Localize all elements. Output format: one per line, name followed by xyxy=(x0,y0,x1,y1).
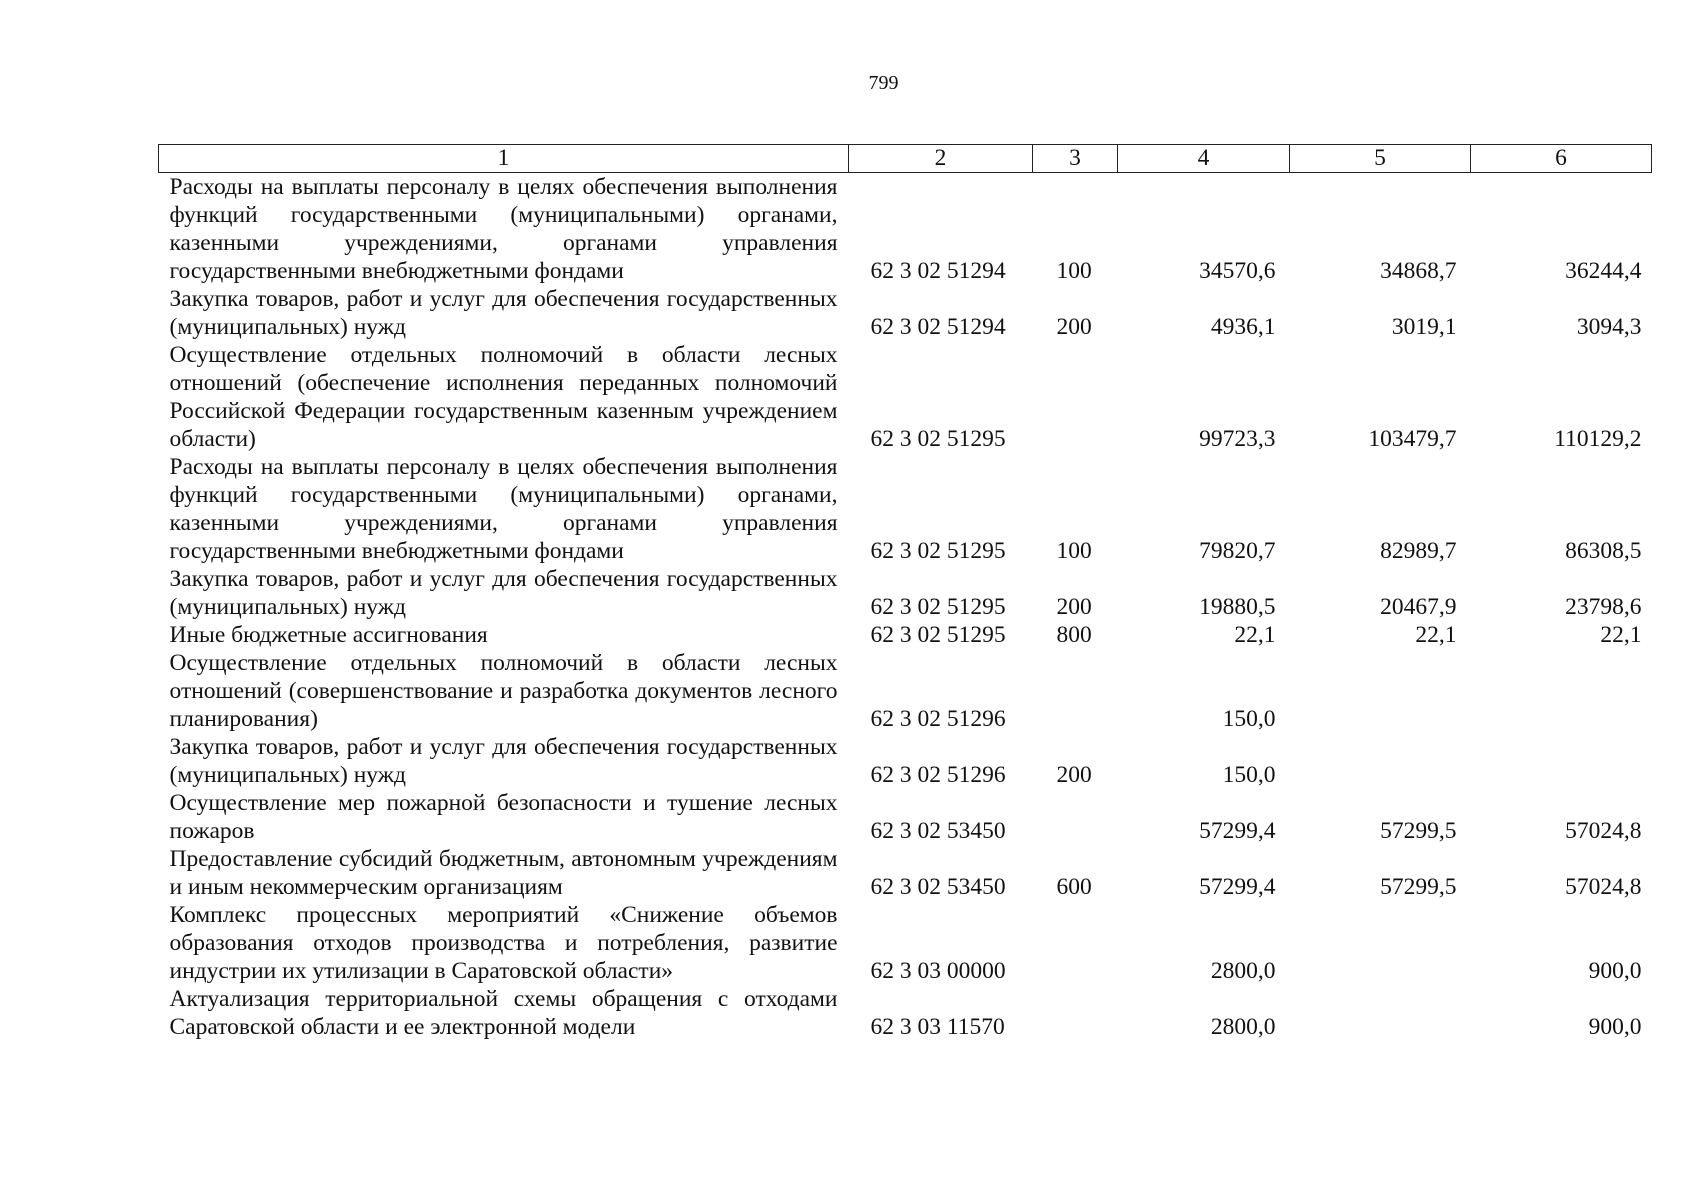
row-value-col6: 110129,2 xyxy=(1554,426,1642,452)
row-value-col6: 57024,8 xyxy=(1565,874,1642,900)
header-col-1: 1 xyxy=(159,145,849,173)
row-name: Расходы на выплаты персоналу в целях обеспечения выполнения функций государственными (муниципальными) органами, казенными учреждениями, органами управления государственными внебюджетными фондами xyxy=(169,174,838,284)
row-expense-type: 600 xyxy=(1056,874,1092,900)
table-row xyxy=(159,649,1652,733)
row-code: 62 3 02 51296 xyxy=(870,706,1006,732)
row-name: Предоставление субсидий бюджетным, автономным учреждениям и иным некоммерческим организациям xyxy=(169,846,838,900)
table-row xyxy=(159,845,1652,901)
row-expense-type: 800 xyxy=(1056,622,1092,648)
row-name: Иные бюджетные ассигнования xyxy=(169,622,488,648)
row-value-col6: 900,0 xyxy=(1588,1014,1642,1040)
row-code: 62 3 02 51294 xyxy=(870,258,1006,284)
row-value-col5 xyxy=(1290,733,1471,789)
row-value-col5: 82989,7 xyxy=(1380,538,1457,564)
row-name: Осуществление отдельных полномочий в области лесных отношений (обеспечение исполнения переданных полномочий Российской Федерации государственным казенным учреждением области) xyxy=(169,342,838,452)
row-value-col5 xyxy=(1290,985,1471,1041)
page-number: 799 xyxy=(868,72,899,94)
row-name: Закупка товаров, работ и услуг для обеспечения государственных (муниципальных) нужд xyxy=(169,566,838,620)
table-header xyxy=(159,145,1652,173)
row-value-col4: 4936,1 xyxy=(1210,314,1276,340)
row-value-col6: 57024,8 xyxy=(1565,818,1642,844)
row-code: 62 3 03 00000 xyxy=(870,958,1006,984)
row-name: Закупка товаров, работ и услуг для обеспечения государственных (муниципальных) нужд xyxy=(169,734,838,788)
row-value-col4: 19880,5 xyxy=(1199,594,1276,620)
table-row xyxy=(159,901,1652,985)
row-name: Осуществление мер пожарной безопасности и тушение лесных пожаров xyxy=(169,790,838,844)
row-expense-type xyxy=(1033,985,1118,1041)
table-row xyxy=(159,173,1652,286)
row-value-col5: 3019,1 xyxy=(1391,314,1457,340)
row-value-col4: 79820,7 xyxy=(1199,538,1276,564)
table-row xyxy=(159,285,1652,341)
row-value-col4: 2800,0 xyxy=(1210,958,1276,984)
table-row xyxy=(159,789,1652,845)
row-name: Осуществление отдельных полномочий в области лесных отношений (совершенствование и разработка документов лесного планирования) xyxy=(169,650,838,732)
header-col-6: 6 xyxy=(1471,145,1652,173)
header-col-3: 3 xyxy=(1033,145,1118,173)
row-expense-type: 100 xyxy=(1056,538,1092,564)
row-value-col6: 3094,3 xyxy=(1576,314,1642,340)
row-value-col6 xyxy=(1471,649,1652,733)
row-name: Актуализация территориальной схемы обращения с отходами Саратовской области и ее электронной модели xyxy=(169,986,838,1040)
row-value-col6: 36244,4 xyxy=(1565,258,1642,284)
table-row xyxy=(159,985,1652,1041)
row-code: 62 3 02 51295 xyxy=(870,622,1006,648)
row-name: Закупка товаров, работ и услуг для обеспечения государственных (муниципальных) нужд xyxy=(169,286,838,340)
header-col-5: 5 xyxy=(1290,145,1471,173)
row-value-col5: 34868,7 xyxy=(1380,258,1457,284)
row-expense-type xyxy=(1033,901,1118,985)
row-code: 62 3 02 51295 xyxy=(870,426,1006,452)
row-value-col5: 103479,7 xyxy=(1368,426,1457,452)
row-value-col6: 23798,6 xyxy=(1565,594,1642,620)
row-expense-type: 100 xyxy=(1056,258,1092,284)
row-value-col4: 2800,0 xyxy=(1210,1014,1276,1040)
row-value-col4: 22,1 xyxy=(1234,622,1276,648)
row-value-col4: 57299,4 xyxy=(1199,818,1276,844)
row-code: 62 3 02 51295 xyxy=(870,594,1006,620)
row-code: 62 3 02 53450 xyxy=(870,874,1006,900)
row-value-col6: 22,1 xyxy=(1600,622,1642,648)
row-value-col5: 20467,9 xyxy=(1380,594,1457,620)
row-value-col4: 150,0 xyxy=(1222,706,1276,732)
budget-table xyxy=(158,144,1652,1041)
table-row xyxy=(159,733,1652,789)
row-code: 62 3 02 51294 xyxy=(870,314,1006,340)
row-value-col5: 57299,5 xyxy=(1380,818,1457,844)
row-value-col4: 57299,4 xyxy=(1199,874,1276,900)
row-expense-type: 200 xyxy=(1056,762,1092,788)
row-value-col4: 99723,3 xyxy=(1199,426,1276,452)
row-expense-type xyxy=(1033,341,1118,453)
table-row xyxy=(159,453,1652,565)
row-name: Комплекс процессных мероприятий «Снижение объемов образования отходов производства и потребления, развитие индустрии их утилизации в Саратовской области» xyxy=(169,902,838,984)
header-col-2: 2 xyxy=(849,145,1033,173)
row-expense-type: 200 xyxy=(1056,594,1092,620)
row-value-col4: 150,0 xyxy=(1222,762,1276,788)
header-col-4: 4 xyxy=(1118,145,1290,173)
row-code: 62 3 02 53450 xyxy=(870,818,1006,844)
table-row xyxy=(159,621,1652,649)
row-value-col5: 57299,5 xyxy=(1380,874,1457,900)
row-name: Расходы на выплаты персоналу в целях обеспечения выполнения функций государственными (муниципальными) органами, казенными учреждениями, органами управления государственными внебюджетными фондами xyxy=(169,454,838,564)
row-value-col5: 22,1 xyxy=(1415,622,1457,648)
table-row xyxy=(159,565,1652,621)
row-expense-type xyxy=(1033,789,1118,845)
row-value-col5 xyxy=(1290,901,1471,985)
row-code: 62 3 02 51296 xyxy=(870,762,1006,788)
row-value-col6: 900,0 xyxy=(1588,958,1642,984)
row-value-col6: 86308,5 xyxy=(1565,538,1642,564)
row-value-col4: 34570,6 xyxy=(1199,258,1276,284)
row-value-col5 xyxy=(1290,649,1471,733)
table-body xyxy=(159,173,1652,1042)
row-expense-type xyxy=(1033,649,1118,733)
row-code: 62 3 03 11570 xyxy=(870,1014,1005,1040)
row-expense-type: 200 xyxy=(1056,314,1092,340)
table-row xyxy=(159,341,1652,453)
row-code: 62 3 02 51295 xyxy=(870,538,1006,564)
row-value-col6 xyxy=(1471,733,1652,789)
